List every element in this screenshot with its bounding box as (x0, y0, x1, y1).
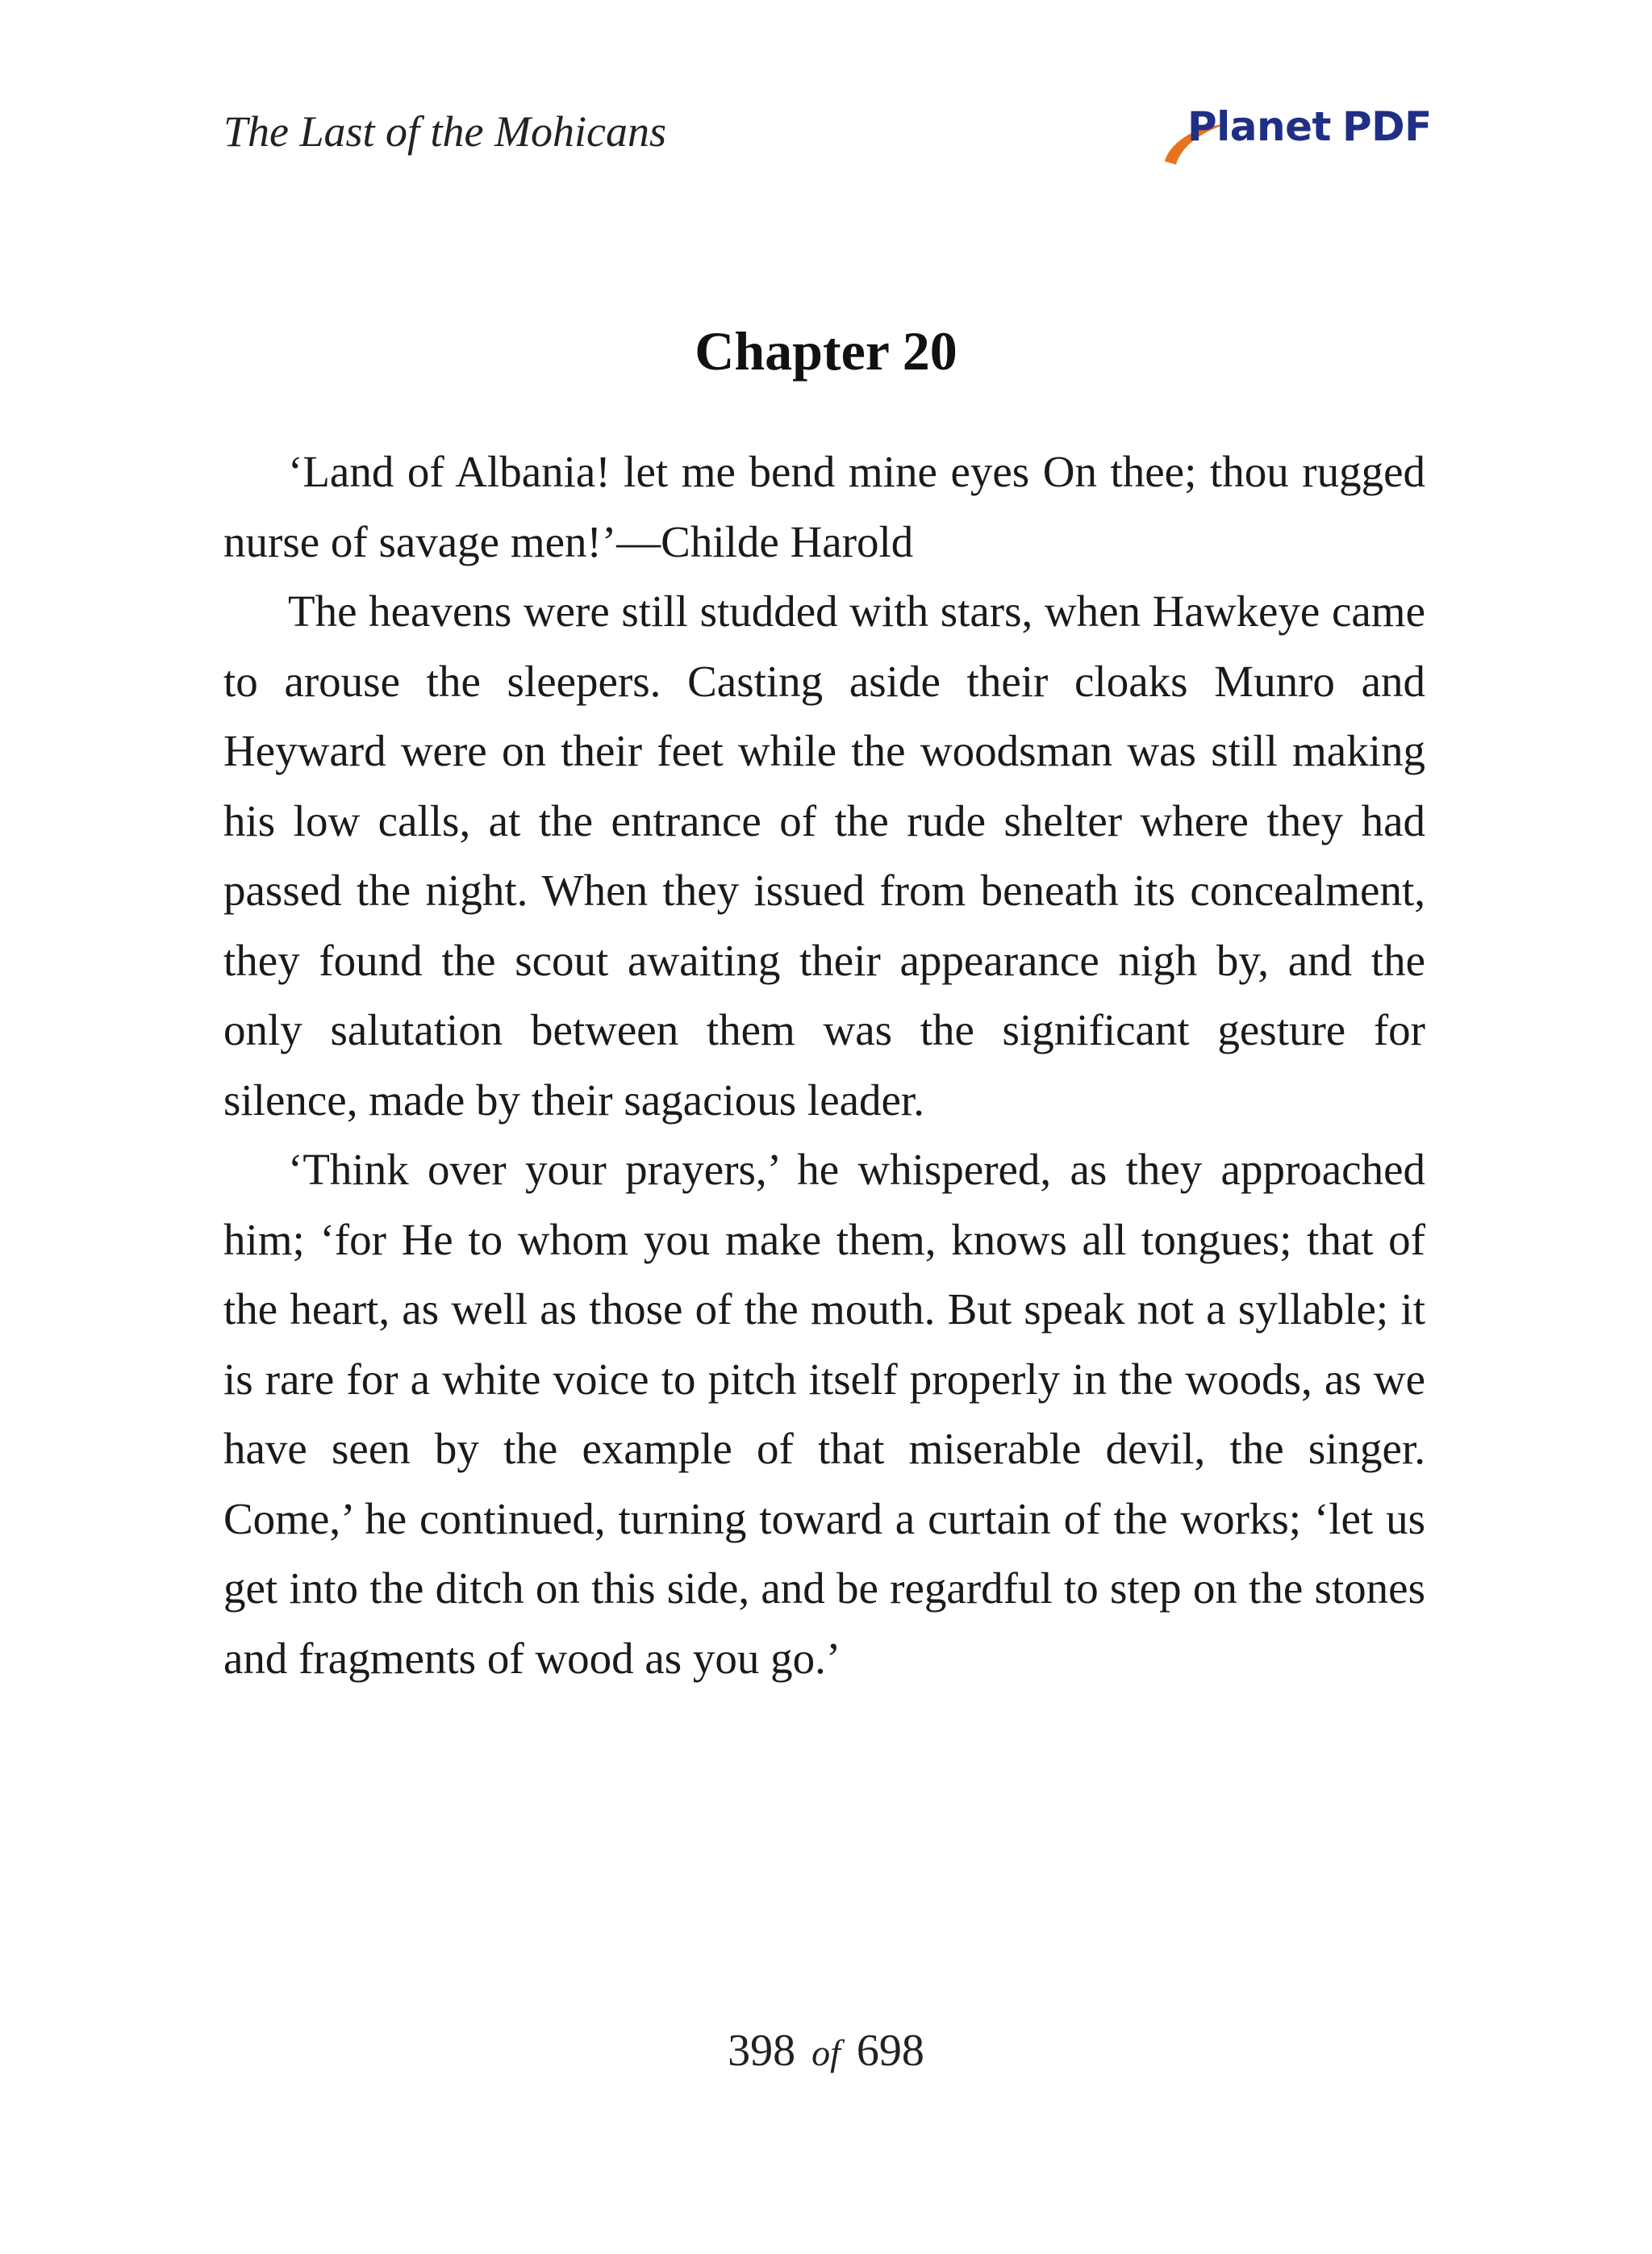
running-header-book-title: The Last of the Mohicans (223, 107, 666, 156)
paragraph: The heavens were still studded with stars, when Hawkeye came to arouse the sleepers. Casting aside their cloaks Munro and Heyward were on their feet while the woodsman was still making his low calls, at the entrance of the rude shelter where they had passed the night. When they issued from beneath its concealment, they found the scout awaiting their appearance nigh by, and the only salutation between them was the significant gesture for silence, made by their sagacious leader. (223, 586, 1425, 1125)
logo-text (1187, 103, 1432, 150)
page-number (0, 2025, 1652, 2077)
logo-word-planet: Planet (1187, 103, 1331, 150)
paragraph: ‘Think over your prayers,’ he whispered, as they approached him; ‘for He to whom you make them, knows all tongues; that of the heart, as well as those of the mouth. But speak not a syllable; it is rare for a white voice to pitch itself properly in the woods, as we have seen by the example of that miserable devil, the singer. Come,’ he continued, turning toward a curtain of the works; ‘let us get into the ditch on this side, and be regardful to step on the stones and fragments of wood as you go.’ (223, 1145, 1425, 1683)
page-of-word: of (811, 2032, 841, 2073)
paragraph-epigraph: ‘Land of Albania! let me bend mine eyes On thee; thou rugged nurse of savage men!’—Childe Harold (223, 447, 1425, 566)
logo-word-pdf: PDF (1341, 103, 1432, 150)
chapter-body (223, 437, 1425, 1693)
chapter-title: Chapter 20 (695, 320, 957, 382)
current-page: 398 (728, 2026, 796, 2076)
total-pages: 698 (856, 2026, 924, 2076)
planet-pdf-logo (1162, 103, 1432, 168)
